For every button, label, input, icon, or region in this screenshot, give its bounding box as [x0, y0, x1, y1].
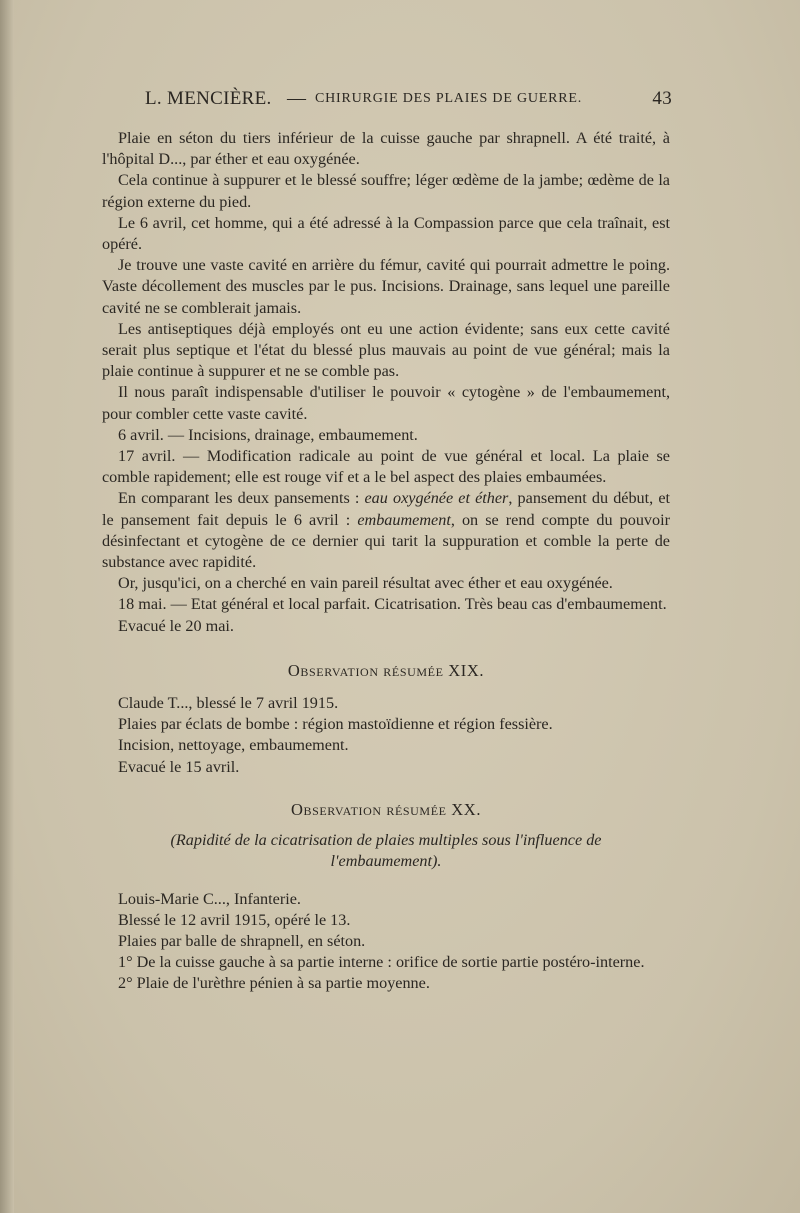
paragraph: 18 mai. — Etat général et local parfait. Cicatrisation. Très beau cas d'embaumement.: [118, 595, 667, 614]
paragraph: Evacué le 20 mai.: [118, 616, 234, 635]
header-separator: —: [287, 88, 307, 109]
paragraph: Les antiseptiques déjà employés ont eu une action évidente; sans eux cette cavité serait plus septique et l'état du blessé plus mauvais au point de vue général; mais la plaie continue à suppurer et ne se comble pas.: [102, 319, 670, 381]
observation-line: Louis-Marie C..., Infanterie.: [118, 889, 301, 908]
observation-line: Incision, nettoyage, embaumement.: [118, 736, 349, 755]
italic-run: embaumement: [357, 510, 451, 529]
header-book-title: CHIRURGIE DES PLAIES DE GUERRE.: [315, 91, 583, 106]
pansements-paragraph: [102, 488, 670, 573]
text-run: , on se rend compte du pouvoir désinfectant et cytogène de ce dernier qui tarit la suppuration et comble la perte de substance avec rapidité.: [102, 510, 670, 572]
text-run: , pansement du début, et le pansement fait depuis le 6 avril :: [102, 489, 671, 529]
page-number: 43: [652, 88, 672, 109]
observation-xx-subtitle-line2: l'embaumement).: [330, 852, 442, 871]
paragraph: Or, jusqu'ici, on a cherché en vain pareil résultat avec éther et eau oxygénée.: [118, 574, 613, 593]
observation-line: Plaies par balle de shrapnell, en séton.: [118, 931, 366, 950]
header-author: L. MENCIÈRE.: [145, 88, 272, 109]
paragraph: Plaie en séton du tiers inférieur de la cuisse gauche par shrapnell. A été traité, à l'hôpital D..., par éther et eau oxygénée.: [102, 129, 670, 169]
wound-item-2: 2° Plaie de l'urèthre pénien à sa partie moyenne.: [118, 974, 430, 993]
paragraph: Le 6 avril, cet homme, qui a été adressé à la Compassion parce que cela traînait, est opéré.: [102, 213, 670, 254]
text-run: En comparant les deux pansements :: [118, 489, 365, 508]
paragraph: Il nous paraît indispensable d'utiliser le pouvoir « cytogène » de l'embaumement, pour combler cette vaste cavité.: [102, 383, 670, 423]
running-header: [145, 88, 672, 112]
paragraph: 6 avril. — Incisions, drainage, embaumement.: [118, 425, 418, 444]
page-body: [102, 128, 670, 995]
observation-line: Evacué le 15 avril.: [118, 757, 240, 776]
paragraph: Je trouve une vaste cavité en arrière du fémur, cavité qui pourrait admettre le poing. Vaste décollement des muscles par le pus. Incisions. Drainage, sans lequel une pareille cavité ne se comblerait jamais.: [102, 256, 670, 317]
paragraph: Cela continue à suppurer et le blessé souffre; léger œdème de la jambe; œdème de la région externe du pied.: [102, 171, 670, 211]
observation-xx-title: Observation résumée XX.: [290, 799, 482, 819]
italic-run: eau oxygénée et éther: [364, 489, 509, 508]
wound-item-1: 1° De la cuisse gauche à sa partie interne : orifice de sortie partie postéro-interne.: [118, 953, 645, 972]
observation-xx-subtitle-line1: (Rapidité de la cicatrisation de plaies multiples sous l'influence de: [170, 831, 602, 850]
observation-line: Plaies par éclats de bombe : région mastoïdienne et région fessière.: [118, 715, 553, 734]
observation-line: Claude T..., blessé le 7 avril 1915.: [118, 694, 339, 713]
page-binding-edge: [0, 0, 14, 1213]
paragraph: 17 avril. — Modification radicale au point de vue général et local. La plaie se comble rapidement; elle est rouge vif et a le bel aspect des plaies embaumées.: [102, 447, 670, 487]
observation-line: Blessé le 12 avril 1915, opéré le 13.: [118, 910, 351, 929]
observation-xix-title: Observation résumée XIX.: [287, 660, 485, 680]
